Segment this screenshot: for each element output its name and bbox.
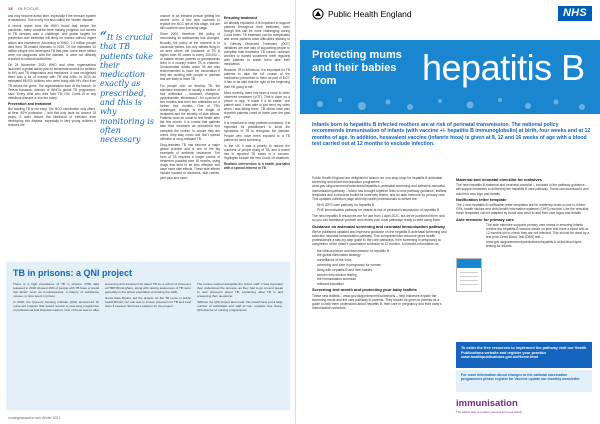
banner-subtitle: Protecting mums and their babies from bbox=[312, 49, 402, 87]
paragraph: But tackling TB is not easy. The BCG vaccination only offers, at best, 80% protection – and this only lasts for around 15 years. It does reduce the likelihood of infection from developing into disease, especially in very young children it reduces the bbox=[8, 106, 96, 128]
paragraph: Public Health England are delighted to launch our one-stop-shop for hepatitis B antenatal screening and infant immunisation programme – www.gov.uk/government/collections/hepatitis-b-antenatal-screening-and-selective-neonatal-immunisation-pathway – which has brought together links to new pathway guidance, leaflets, templates and a resource toolkit for maternity teams, and an aide memoire for primary care. This updated collection page will help health professionals to deliver the: bbox=[312, 176, 448, 202]
right-column-1 bbox=[312, 176, 448, 416]
list-item: • screening and care in pregnancy for women bbox=[317, 263, 448, 267]
subheading: Prevention and treatment bbox=[8, 101, 52, 106]
list-item: • surveillance of the virus bbox=[317, 258, 448, 262]
immunisation-tagline: The safest way to protect yourself and your family bbox=[456, 410, 523, 414]
list-item: • relevant education bbox=[317, 282, 448, 286]
order-resources-box: To order the free resources to implement the pathway visit our Health Publications website and register your practice www.healthpublications.gov.uk/Home.html bbox=[456, 342, 592, 368]
pull-quote-text: It is crucial that TB patients take their medication exactly as prescribed, and this is why monitoring is often necessary bbox=[100, 33, 155, 145]
paragraph: Because TB is infectious, it is important for TB patients to take the full course of the medication prescribed to them as part of DOT. It has to be said that the right at the beginning their Hb going to fall. bbox=[224, 68, 290, 89]
banner-title: hepatitis B bbox=[422, 47, 585, 88]
subheading: Guidance on antenatal screening and neonatal immunisation pathway bbox=[312, 223, 445, 229]
more-info-box: For more information about changes to the national vaccination programmes please register for Vaccine update our monthly newsletter bbox=[456, 370, 592, 392]
paragraph: Drug-resistant TB has become a major global problem and is one of the big examples of antibiotic resistance. The form of TB requires a longer course of treatment, possibly over 18 months, using drugs that tend to be less effective and have more side effects. These side effects include nausea or dizziness, skin rashes, joint pain and more. bbox=[160, 142, 220, 180]
immunisation-wordmark: immunisation bbox=[456, 398, 518, 409]
hero-banner bbox=[300, 40, 600, 114]
list-item: • the immunisation schedule bbox=[317, 277, 448, 281]
article-column-2 bbox=[160, 14, 220, 258]
subheading: Maternal and neonatal checklist for midwives bbox=[456, 177, 543, 182]
paragraph: More recently, there has been a move to video observed treatment (VOT). This is done on a phone or app. 'It made it a lot easier,' one patient said. 'I was able to just send my video when I was taking them'. TB clinics have also reported patients cured at home over the past year. bbox=[224, 90, 290, 120]
paragraph: Since 2000, therefore, the policy of immunising all adolescents has changed. Broadly, the policy at the moment is to vaccinate babies, but only babies living in an area where the incidence of TB is higher than 40 cases in every 100,000 – or babies whose parents or grandparents lived in a country where TB is endemic. Unvaccinated adults under 35 are also recommended to have the vaccination if they are working with people or animals that are likely to have TB. bbox=[160, 32, 220, 82]
paragraph: The new hepatitis B resources are for use from 1 April 2021, but we've published them now so you can familiarise yourself and review your local pathways ready to start using them. bbox=[312, 214, 445, 223]
list-item: • PHE immunisation pathway for infants at risk of perinatal transmission of hepatitis B bbox=[317, 208, 448, 212]
article-column-3 bbox=[224, 14, 290, 258]
tb-prisons-box bbox=[6, 262, 290, 410]
nhs-logo: NHS bbox=[558, 6, 592, 21]
paragraph: These new leaflets – www.gov.uk/government/collections – help midwives explain the screening result and the care pathway to parents. They should be given to parents as a guide to help them understand about hepatitis B, their care in pregnancy and their baby's immunisation schedule. bbox=[312, 293, 442, 311]
crest-icon bbox=[312, 8, 324, 20]
paragraph: There is a high prevalence of TB in prisons. PHE data released in 2018 showed 15% of people with TB have a 'social risk factor' such as homelessness, a history of substance misuse, or time spent in prison. bbox=[13, 282, 99, 298]
paragraph: As already explained, it is important to support patients throughout their treatment, even though this can be more challenging during Covid times. TB treatment can be complicated and some patients have difficulties sticking to it. Directly Observed Treatment (DOT) initiatives are one way of supporting people to complete their treatment. TB nurses, outreach workers or trained volunteers meet regularly with patients to watch them take their medication. bbox=[224, 21, 290, 67]
paragraph: In 2018, the Queen's Nursing Institute (QNI) announced 10 nurse-led projects that would receive a year-long programme of professional and financial support. One of these was to offer screening and treatment for latent TB for a cohort of prisoners at HMP Birmingham, along with raising awareness of TB more generally in the prison population (including the staff). bbox=[13, 282, 191, 312]
paragraph: On 24 November 2020, WHO and other organisations launched a global action plan to accelerate access for children to HIV and TB diagnostics and medicines. It was recognised there was a lot of overlap with TB and AIDs. In 2019 an estimated 85,000 children who were living with HIV died from TB across the globe. The organisations said: At the launch, Dr Tereza Kasaeva, director of WHO's global TB programme, said: 'Every child who dies from TB, HIV, Covid-19 or any infectious disease is one too many.' bbox=[8, 63, 96, 100]
phe-logo bbox=[312, 8, 442, 38]
page-footer: nursinginpractice.com Winter 2021 bbox=[8, 416, 61, 420]
paragraph: and may become active later, especially if the immune system is weakened. This is why it is also called the 'hidden disease'. bbox=[8, 14, 96, 23]
list-item: • the clinical picture and transmission of hepatitis B bbox=[317, 249, 448, 253]
author-bio: Realistic intervention is a health journalist with a special interest in TB bbox=[224, 162, 290, 171]
paragraph: Nurse Kate Bryant, led the project. As the TB nurse in public health Bristol, her role was to screen prisoners for TB and treat them if needed. She had a passion for the project. bbox=[105, 296, 191, 308]
subheading: Aide memoire for primary care bbox=[456, 216, 515, 222]
box-body bbox=[13, 282, 283, 312]
article-column-1 bbox=[8, 14, 96, 258]
quote-mark-icon: “ bbox=[100, 29, 107, 43]
paragraph: We've published updated and improved guidance on the hepatitis B antenatal screening and selective neonatal immunisation pathway. This comprehensive resource gives health professionals a step-by-step guide to the care pathways, from screening in pregnancy to completion of the infant's vaccination schedule at 12 months. It includes information on: bbox=[312, 229, 447, 247]
immunisation-logo bbox=[456, 398, 592, 416]
intro-text: Infants born to hepatitis B infected mothers are at risk of perinatal transmission. The national policy recommends immunisation of infants (with vaccine +/- hepatitis B immunoglobulin) at birth, four weeks and at 12 months of age. In addition, hexavalent vaccine (infanrix hexa) is given at 8, 12 and 16 weeks of age with a blood test carried out at 12 months to exclude infection. bbox=[312, 122, 591, 147]
section-label: IN FOCUS bbox=[18, 6, 39, 11]
page-number: 18 bbox=[8, 6, 13, 11]
list-item: • women who decline testing bbox=[317, 273, 448, 277]
paragraph: chance of an infected person getting the severe form. A few new vaccines to replace the BCG are at trial stage, but are still nowhere near licensing stage. bbox=[160, 14, 220, 31]
paragraph: The new hepatitis B maternal and neonatal checklist – included in the pathway guidance – will support midwives in delivering the hepatitis B care pathway. Trusts can download it and add their own logo and details. bbox=[456, 183, 589, 196]
paragraph: 'Without the QNI project last result, this would have put a large number of individuals and staff at risk,' explains Sue Stone, QNI director of nursing programmes. bbox=[197, 300, 283, 312]
booklet-thumbnail-icon bbox=[456, 258, 482, 292]
paragraph: In the UK it was a priority to reduce the numbers of people dying of TB, and a recent rise in reported TB cases is a concern. Highlights include the new Covid-19 situations. bbox=[224, 143, 290, 160]
paragraph: It is important to keep patients monitored. It is important for practitioners to know the symptoms of TB to recognise the disease. People who have been exposed to a TB patient do need screening. bbox=[224, 121, 290, 142]
pathway-list bbox=[312, 203, 448, 212]
box-title: TB in prisons: a QNI project bbox=[13, 268, 133, 278]
info-list bbox=[312, 249, 448, 287]
right-page bbox=[300, 0, 600, 424]
list-item: • living with hepatitis B and their babies bbox=[317, 268, 448, 272]
subheading: Ensuring treatment bbox=[224, 16, 257, 20]
list-item: • NHS IDPS care pathway for hepatitis B bbox=[317, 203, 448, 207]
left-page bbox=[0, 0, 296, 424]
paragraph: A recent report from the WHO found that before the pandemic, many countries were making progress, but access to TB services was a challenge, and global targets for prevention and treatment will likely be missed without urgent action and investment. According to WHO, 1.4 million people died from TB-related illnesses in 2019. Of the estimated 10 million people who developed TB that year, some three million were not diagnosed with the disease, or were not officially reported to national authorities. bbox=[8, 24, 96, 61]
list-item: • the global elimination strategy bbox=[317, 253, 448, 257]
dot-pattern-icon bbox=[300, 92, 600, 114]
paragraph: The 2 new hepatitis B notification letter templates are for maternity trusts to use to inform GPs, health visitors and child health information systems (CHIS) records. Like the checklist, these templates can be adapted by trusts who wish to add their own logos and details. bbox=[456, 203, 590, 216]
pull-quote bbox=[100, 29, 156, 145]
paragraph: For people who do develop TB, the standard treatment is usually a mixture of four antibiotics – isoniazid, rifampicin, pyrazinamide, ethambutol – for a period of two months and then two antibiotics for a further four months. One of TB's challenges, though, is the length of treatment and the severity of side effects. Patients must be made to feel better after the first month. It is crucial that patients take their treatment as prescribed and complete the course, to ensure they are cured, they stay cured and don't spread infection or drug-resistant TB. bbox=[160, 83, 220, 141]
paragraph: The nurses worked alongside the prison staff. It was important they understood the process, as they had to go on and speak to new prisoners about TB, explaining what TB is and answering their questions. bbox=[197, 282, 283, 298]
right-column-2 bbox=[456, 176, 592, 338]
org-name: Public Health England bbox=[328, 9, 412, 19]
subheading: Screening test month and protecting your baby leaflets bbox=[312, 287, 417, 293]
paragraph: The aide memoire supports primary care teams in ensuring infants receive the hepatitis B vaccine doses on time and have a blood test at 12 months old to check they are not infected. This should be done by a test prick Dried Blood Test (DBS) test – www.gov.uk/government/publications/hepatitis-b-dried-blood-spot-testing-for-infants bbox=[486, 222, 590, 248]
subheading: Notification letter template bbox=[456, 196, 507, 202]
page-header bbox=[8, 6, 39, 11]
